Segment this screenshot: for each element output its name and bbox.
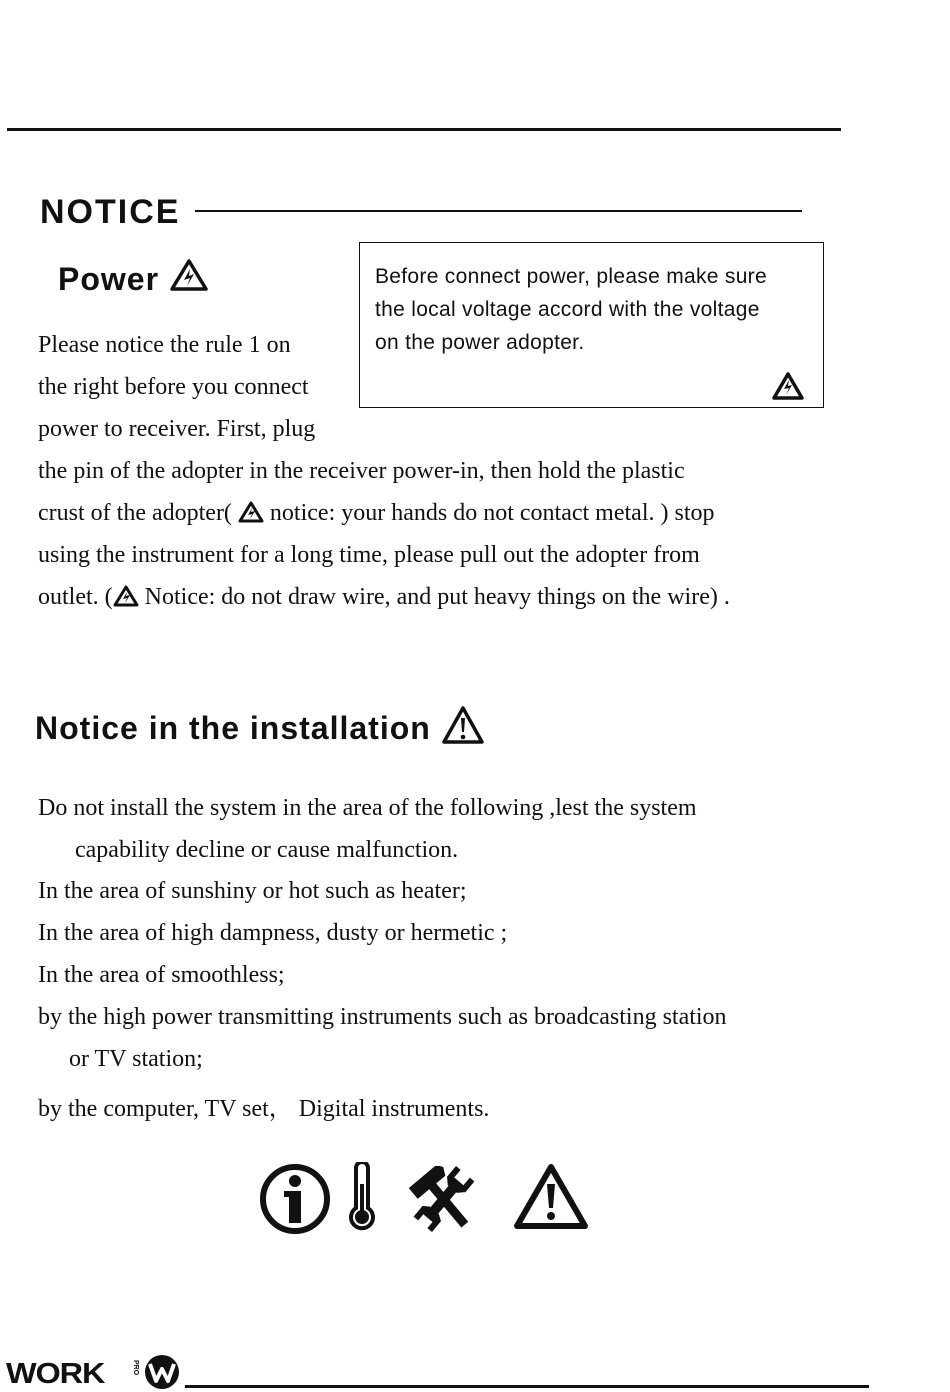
callout-line: Before connect power, please make sure bbox=[375, 265, 767, 288]
voltage-callout-box bbox=[359, 242, 824, 408]
notice-heading-rule bbox=[195, 210, 802, 212]
outlet-text-before: outlet. ( bbox=[38, 584, 113, 610]
high-voltage-warning-icon bbox=[169, 258, 209, 292]
installation-text-line: In the area of sunshiny or hot such as heater; bbox=[38, 878, 467, 904]
tools-icon bbox=[406, 1166, 482, 1232]
power-heading-label: Power bbox=[58, 261, 160, 297]
notice-heading: NOTICE bbox=[40, 193, 181, 231]
power-text-line bbox=[38, 500, 714, 527]
power-text-line: Please notice the rule 1 on bbox=[38, 332, 291, 358]
callout-line: on the power adopter. bbox=[375, 331, 585, 354]
thermometer-icon bbox=[345, 1162, 379, 1234]
warning-icon bbox=[512, 1162, 590, 1232]
installation-heading bbox=[35, 705, 485, 747]
footer-logo bbox=[6, 1352, 181, 1392]
footer-rule bbox=[185, 1385, 869, 1388]
power-heading bbox=[58, 258, 209, 298]
power-text-line: the pin of the adopter in the receiver power-in, then hold the plastic bbox=[38, 458, 685, 484]
warning-inline-icon bbox=[113, 585, 139, 607]
outlet-text-after: Notice: do not draw wire, and put heavy things on the wire) . bbox=[138, 584, 730, 610]
power-text-line: power to receiver. First, plug bbox=[38, 416, 316, 442]
caution-icon bbox=[441, 705, 485, 745]
brand-pro-label: PRO bbox=[132, 1360, 139, 1376]
installation-text-line: by the computer, TV set， Digital instruments. bbox=[38, 1096, 490, 1122]
power-text-line bbox=[38, 584, 730, 611]
crust-text-before: crust of the adopter( bbox=[38, 500, 238, 526]
warning-inline-icon bbox=[238, 501, 264, 523]
power-text-line: using the instrument for a long time, please pull out the adopter from bbox=[38, 542, 700, 568]
callout-line: the local voltage accord with the voltage bbox=[375, 298, 760, 321]
installation-heading-label: Notice in the installation bbox=[35, 710, 431, 746]
installation-text-line: Do not install the system in the area of the following ,lest the system bbox=[38, 795, 697, 821]
installation-text-line: capability decline or cause malfunction. bbox=[75, 837, 459, 863]
top-rule bbox=[7, 128, 841, 131]
info-icon bbox=[258, 1162, 332, 1236]
crust-text-after: notice: your hands do not contact metal. ) stop bbox=[263, 500, 715, 526]
brand-wordmark: WORK bbox=[6, 1358, 105, 1390]
power-text-line: the right before you connect bbox=[38, 374, 309, 400]
installation-text-line: by the high power transmitting instruments such as broadcasting station bbox=[38, 1004, 727, 1030]
installation-text-line: In the area of high dampness, dusty or hermetic ; bbox=[38, 920, 508, 946]
brand-w-logo-icon bbox=[143, 1353, 181, 1391]
installation-text-line: or TV station; bbox=[69, 1046, 203, 1072]
high-voltage-warning-icon bbox=[772, 372, 804, 400]
installation-text-line: In the area of smoothless; bbox=[38, 962, 285, 988]
